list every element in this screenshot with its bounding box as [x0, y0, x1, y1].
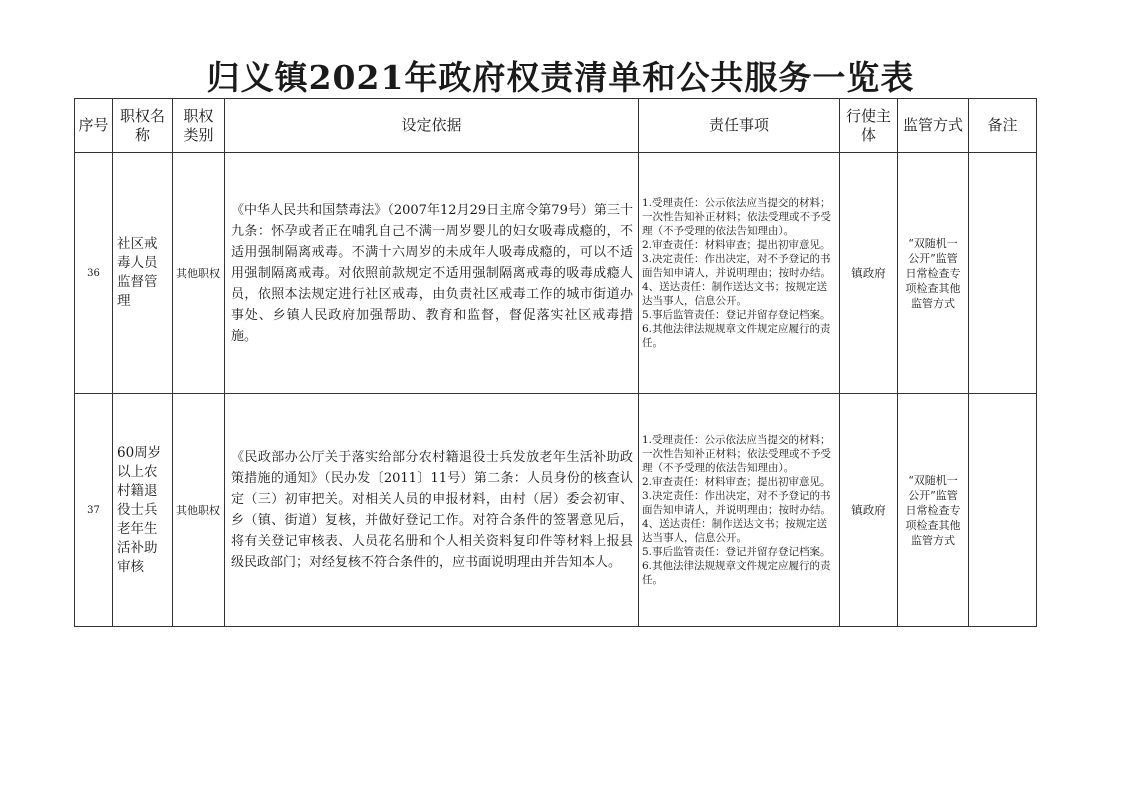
- column-header-category: 职权类别: [173, 99, 225, 153]
- table-row: [75, 153, 1037, 394]
- column-header-responsibilities: 责任事项: [639, 99, 840, 153]
- column-header-subject: 行使主体: [840, 99, 898, 153]
- power-category: 其他职权: [173, 394, 225, 627]
- responsibility-list: [639, 394, 840, 627]
- responsibility-item: 4、送达责任：制作送达文书；按规定送达当事人，信息公开。: [642, 518, 828, 544]
- power-name: 社区戒毒人员监督管理: [113, 153, 173, 394]
- executing-subject: 镇政府: [840, 153, 898, 394]
- responsibility-item: 2.审查责任：材料审查；提出初审意见。: [642, 476, 831, 488]
- executing-subject: 镇政府: [840, 394, 898, 627]
- table-row: [75, 394, 1037, 627]
- page-title: 归义镇2021年政府权责清单和公共服务一览表: [206, 58, 915, 97]
- legal-basis: 《民政部办公厅关于落实给部分农村籍退役士兵发放老年生活补助政策措施的通知》（民办发〔2011〕11号）第二条：人员身份的核查认定（三）初审把关。对相关人员的申报材料，由村（居）委会初审、乡（镇、街道）复核，并做好登记工作。对符合条件的签署意见后，将有关登记审核表、人员花名册和个人相关资料复印件等材料上报县级民政部门；对经复核不符合条件的，应书面说明理由并告知本人。: [225, 394, 639, 627]
- table-header-row: [75, 99, 1037, 153]
- responsibility-item: 1.受理责任：公示依法应当提交的材料；一次性告知补正材料；依法受理或不予受理（不予受理的依法告知理由）。: [642, 197, 831, 237]
- powers-table: [74, 98, 1037, 627]
- supervision-method: “双随机一公开”监管日常检查专项检查其他监管方式: [898, 394, 969, 627]
- responsibility-list: [639, 153, 840, 394]
- responsibility-item: 3.决定责任：作出决定，对不予登记的书面告知申请人，并说明理由；按时办结。: [642, 253, 831, 279]
- responsibility-item: 5.事后监管责任：登记并留存登记档案。: [642, 309, 831, 321]
- power-category: 其他职权: [173, 153, 225, 394]
- row-number: 37: [75, 394, 113, 627]
- legal-basis: 《中华人民共和国禁毒法》（2007年12月29日主席令第79号）第三十九条：怀孕或者正在哺乳自己不满一周岁婴儿的妇女吸毒成瘾的，不适用强制隔离戒毒。不满十六周岁的未成年人吸毒成瘾的，可以不适用强制隔离戒毒。对依照前款规定不适用强制隔离戒毒的吸毒成瘾人员，依照本法规定进行社区戒毒，由负责社区戒毒工作的城市街道办事处、乡镇人民政府加强帮助、教育和监督，督促落实社区戒毒措施。: [225, 153, 639, 394]
- column-header-basis: 设定依据: [225, 99, 639, 153]
- row-number: 36: [75, 153, 113, 394]
- column-header-supervision: 监管方式: [898, 99, 969, 153]
- responsibility-item: 2.审查责任：材料审查；提出初审意见。: [642, 239, 831, 251]
- power-name: 60周岁以上农村籍退役士兵老年生活补助审核: [113, 394, 173, 627]
- responsibility-item: 6.其他法律法规规章文件规定应履行的责任。: [642, 560, 831, 586]
- column-header-remark: 备注: [969, 99, 1037, 153]
- remark: [969, 153, 1037, 394]
- supervision-method: “双随机一公开”监管日常检查专项检查其他监管方式: [898, 153, 969, 394]
- column-header-name: 职权名称: [113, 99, 173, 153]
- responsibility-item: 5.事后监管责任：登记并留存登记档案。: [642, 546, 831, 558]
- remark: [969, 394, 1037, 627]
- responsibility-item: 3.决定责任：作出决定，对不予登记的书面告知申请人，并说明理由；按时办结。: [642, 490, 831, 516]
- responsibility-item: 6.其他法律法规规章文件规定应履行的责任。: [642, 323, 831, 349]
- column-header-num: 序号: [75, 99, 113, 153]
- responsibility-item: 4、送达责任：制作送达文书；按规定送达当事人，信息公开。: [642, 281, 828, 307]
- responsibility-item: 1.受理责任：公示依法应当提交的材料；一次性告知补正材料；依法受理或不予受理（不予受理的依法告知理由）。: [642, 434, 831, 474]
